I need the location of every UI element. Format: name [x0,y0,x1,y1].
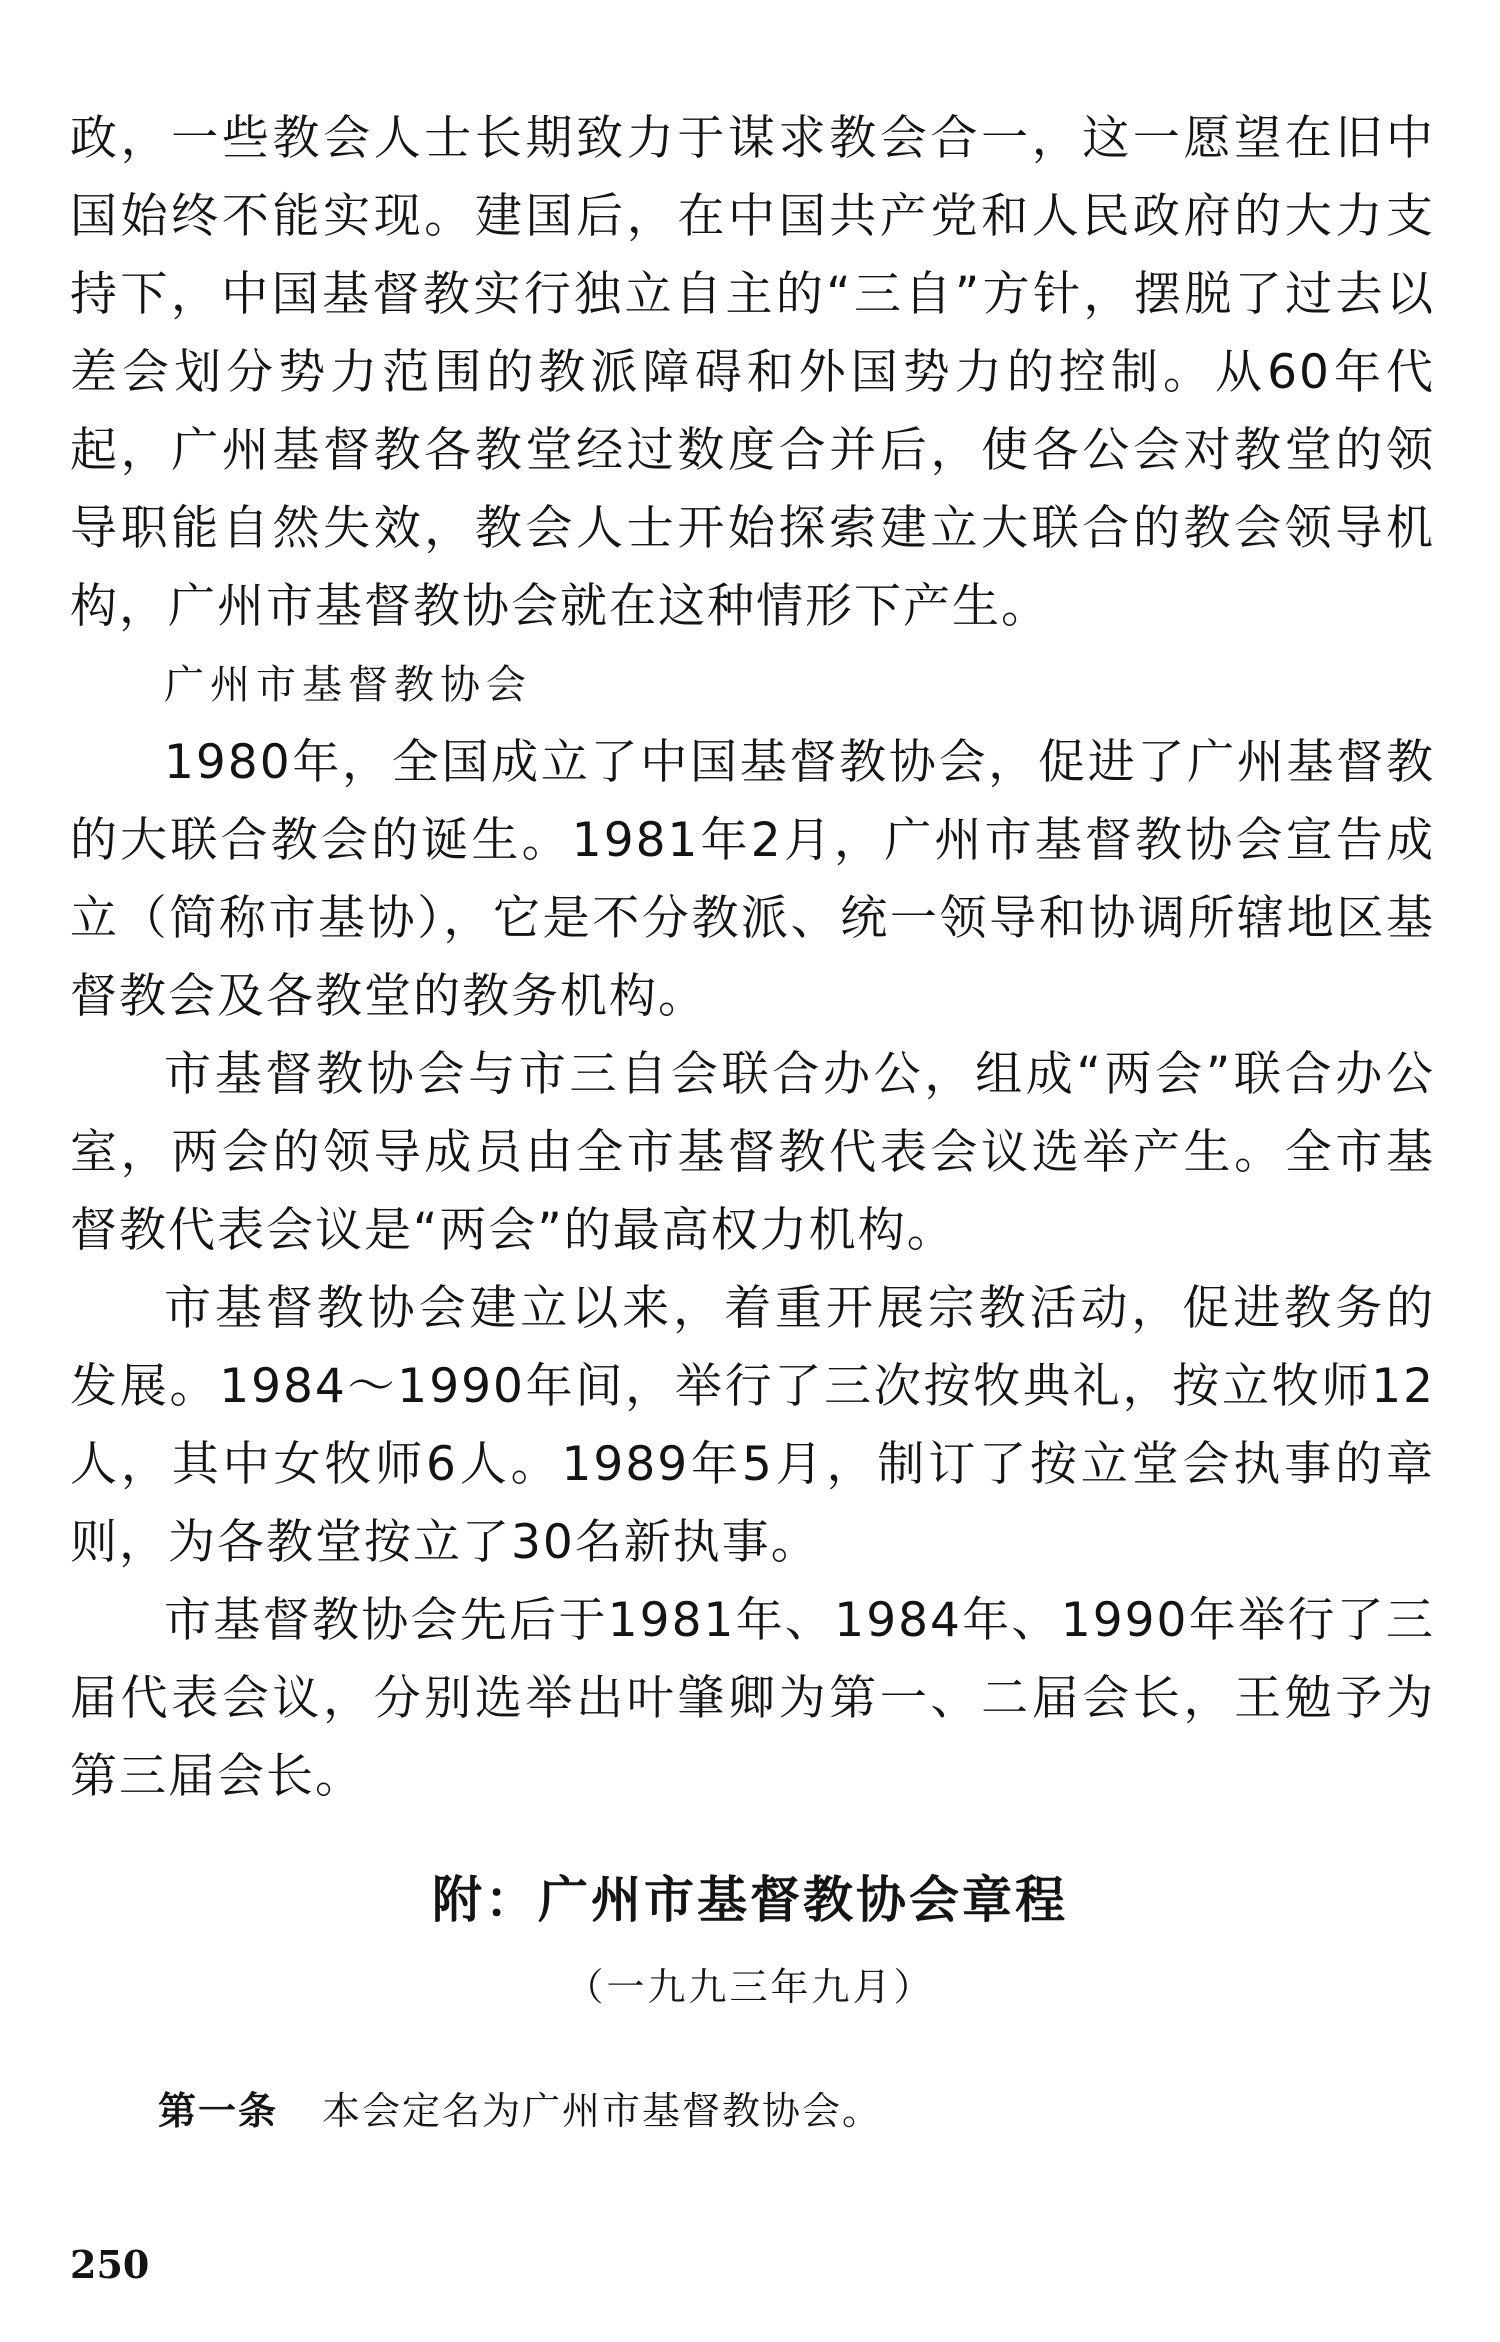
page-number: 250 [70,2242,150,2287]
body-text [70,100,1435,1816]
article-text: 本会定名为广州市基督教协会。 [322,2089,883,2133]
paragraph-conferences: 市基督教协会先后于1981年、1984年、1990年举行了三届代表会议，分别选举出叶肇卿为第一、二届会长，王勉予为第三届会长。 [70,1593,1435,1804]
appendix-date: （一九九三年九月） [565,1965,935,2009]
paragraph-joint-office: 市基督教协会与市三自会联合办公，组成“两会”联合办公室，两会的领导成员由全市基督教代表会议选举产生。全市基督教代表会议是“两会”的最高权力机构。 [70,1047,1435,1258]
article-one [158,2080,882,2135]
paragraph-continuation: 政，一些教会人士长期致力于谋求教会合一，这一愿望在旧中国始终不能实现。建国后，在中国共产党和人民政府的大力支持下，中国基督教实行独立自主的“三自”方针，摆脱了过去以差会划分势力范围的教派障碍和外国势力的控制。从60年代起，广州基督教各教堂经过数度合并后，使各公会对教堂的领导职能自然失效，教会人士开始探索建立大联合的教会领导机构，广州市基督教协会就在这种情形下产生。 [70,111,1435,634]
article-label: 第一条 [158,2089,279,2133]
paragraph-founding: 1980年，全国成立了中国基督教协会，促进了广州基督教的大联合教会的诞生。1981年2月，广州市基督教协会宣告成立（简称市基协），它是不分教派、统一领导和协调所辖地区基督教会及各教堂的教务机构。 [70,735,1435,1024]
section-subheading: 广州市基督教协会 [164,662,532,708]
paragraph-activities: 市基督教协会建立以来，着重开展宗教活动，促进教务的发展。1984～1990年间，举行了三次按牧典礼，按立牧师12人，其中女牧师6人。1989年5月，制订了按立堂会执事的章则，为各教堂按立了30名新执事。 [70,1281,1435,1570]
appendix-title: 附：广州市基督教协会章程 [432,1871,1068,1929]
